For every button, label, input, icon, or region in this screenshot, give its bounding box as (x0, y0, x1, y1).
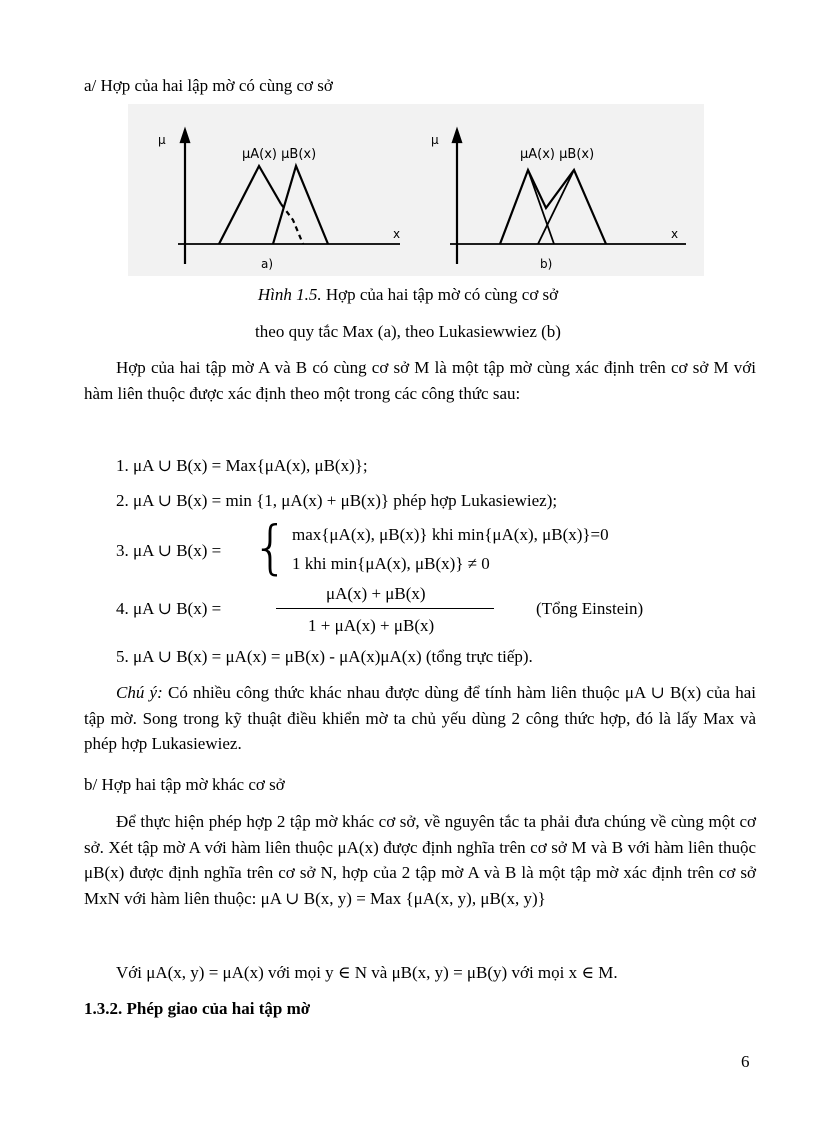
formula-3-case1: max{μA(x), μB(x)} khi min{μA(x), μB(x)}=0 (292, 525, 609, 544)
caption-text: Hợp của hai tập mờ có cùng cơ sở (321, 285, 559, 304)
formula-4-note: (Tổng Einstein) (536, 599, 644, 618)
curve-label-b: μA(x) μB(x) (520, 147, 595, 162)
formula-1: 1. μA ∪ B(x) = Max{μA(x), μB(x)}; (116, 456, 368, 475)
section-title: 1.3.2. Phép giao của hai tập mờ (84, 999, 311, 1018)
x-label-b: x (671, 227, 679, 241)
page-number: 6 (741, 1052, 750, 1071)
figure-caption-line2: theo quy tắc Max (a), theo Lukasiewwiez (b) (255, 322, 561, 341)
paragraph-b: Để thực hiện phép hợp 2 tập mờ khác cơ sở, về nguyên tắc ta phải đưa chúng về cùng một cơ sở. Xét tập mờ A với hàm liên thuộc μA(x) được định nghĩa trên cơ sở M và B với hàm liên thuộc μB(x) được định nghĩa trên cơ sở N, hợp của 2 tập mờ A và B là một tập mờ xác định trên cơ sở MxN với hàm liên thuộc: μA ∪ B(x, y) = Max {μA(x, y), μB(x, y)} (84, 812, 756, 908)
formula-4-denominator: 1 + μA(x) + μB(x) (308, 616, 435, 635)
formula-3-brace: { (252, 513, 289, 581)
curve-label-a: μA(x) μB(x) (242, 147, 317, 162)
subheading-a: a/ Hợp của hai lập mờ có cùng cơ sở (84, 76, 333, 95)
formula-5: 5. μA ∪ B(x) = μA(x) = μB(x) - μA(x)μA(x) (tổng trực tiếp). (116, 647, 533, 666)
figure-caption-line1 (0, 285, 816, 305)
subheading-b: b/ Hợp hai tập mờ khác cơ sở (84, 775, 285, 794)
caption-prefix: Hình 1.5. (257, 285, 322, 304)
figure-union-diagram (128, 104, 704, 276)
y-label-a: μ (158, 133, 166, 147)
formula-2: 2. μA ∪ B(x) = min {1, μA(x) + μB(x)} phép hợp Lukasiewiez); (116, 491, 558, 510)
note-paragraph (84, 680, 756, 757)
note-text: Có nhiều công thức khác nhau được dùng để tính hàm liên thuộc μA ∪ B(x) của hai tập mờ. Song trong kỹ thuật điều khiển mờ ta chủ yếu dùng 2 công thức hợp, đó là lấy Max và phép hợp Lukasiewiez. (84, 683, 757, 753)
formula-4-lhs: 4. μA ∪ B(x) = (116, 599, 222, 618)
intro-paragraph: Hợp của hai tập mờ A và B có cùng cơ sở M là một tập mờ cùng xác định trên cơ sở M với hàm liên thuộc được xác định theo một trong các công thức sau: (84, 358, 756, 403)
formula-4-numerator: μA(x) + μB(x) (326, 584, 426, 603)
formula-3-case2: 1 khi min{μA(x), μB(x)} ≠ 0 (292, 554, 490, 573)
formula-3-lhs: 3. μA ∪ B(x) = (116, 541, 222, 560)
note-label: Chú ý: (116, 683, 163, 702)
fraction-bar (276, 608, 494, 609)
x-label-a: x (393, 227, 401, 241)
sublabel-b: b) (540, 257, 553, 271)
sublabel-a: a) (261, 257, 274, 271)
paragraph-b2: Với μA(x, y) = μA(x) với mọi y ∈ N và μB(x, y) = μB(y) với mọi x ∈ M. (116, 963, 618, 982)
y-label-b: μ (431, 133, 439, 147)
